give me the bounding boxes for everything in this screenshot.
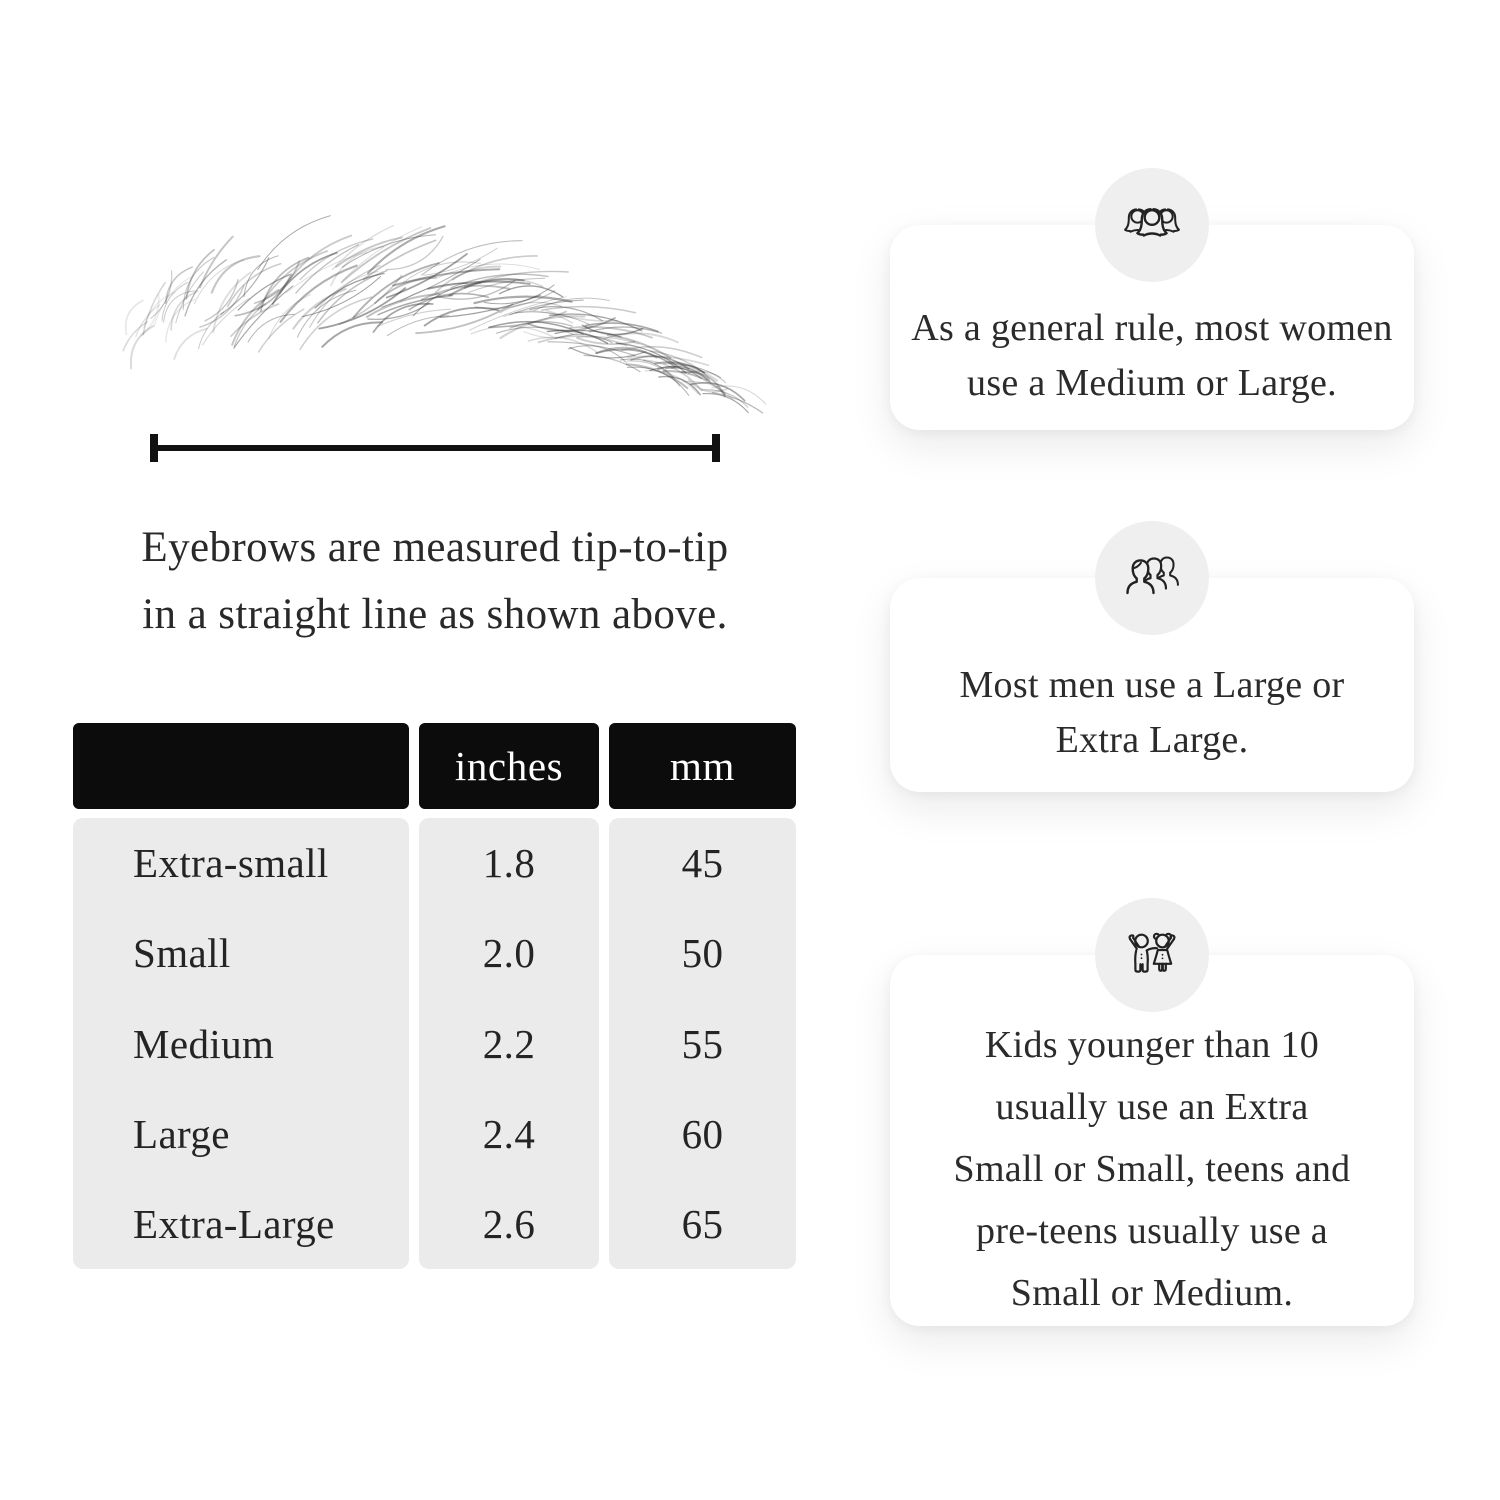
card-text-line: pre-teens usually use a: [976, 1209, 1328, 1252]
women-group-icon: [1095, 168, 1209, 282]
mm-value-cell: 50: [681, 930, 724, 977]
size-label-column: [73, 818, 409, 1269]
header-cell-mm: mm: [609, 723, 796, 809]
mm-value-cell: 55: [681, 1020, 724, 1067]
card-text-line: usually use an Extra: [995, 1085, 1309, 1128]
info-card-men: [890, 578, 1414, 792]
eyebrow-illustration: [112, 228, 744, 434]
size-label-cell: Extra-Large: [133, 1200, 335, 1247]
measurement-line: [146, 431, 724, 465]
inches-column: [419, 818, 599, 1269]
inches-value-cell: 2.0: [482, 930, 536, 977]
mm-value-cell: 60: [681, 1110, 724, 1157]
info-card-women: [890, 225, 1414, 430]
card-text-line: Small or Small, teens and: [953, 1147, 1351, 1190]
mm-value-cell: 65: [681, 1200, 724, 1247]
card-text-line: Kids younger than 10: [984, 1023, 1320, 1066]
inches-value-cell: 2.6: [482, 1200, 536, 1247]
men-group-icon: [1095, 521, 1209, 635]
size-label-cell: Small: [133, 930, 231, 977]
header-cell-size: [73, 723, 409, 809]
card-text-line: As a general rule, most women: [911, 306, 1393, 349]
size-table: [73, 723, 796, 1269]
kids-icon: [1095, 898, 1209, 1012]
card-text-line: Most men use a Large or: [959, 664, 1345, 706]
size-label-cell: Medium: [133, 1020, 275, 1067]
inches-value-cell: 2.4: [482, 1110, 536, 1157]
card-text-line: Small or Medium.: [1010, 1271, 1294, 1314]
mm-value-cell: 45: [681, 840, 724, 887]
info-card-kids: [890, 955, 1414, 1326]
size-label-cell: Large: [133, 1110, 230, 1157]
card-text-line: Extra Large.: [1055, 719, 1249, 761]
measurement-caption: [88, 514, 782, 648]
header-cell-inches: inches: [419, 723, 599, 809]
caption-line: Eyebrows are measured tip-to-tip: [141, 524, 729, 571]
size-label-cell: Extra-small: [133, 840, 329, 887]
inches-value-cell: 2.2: [482, 1020, 536, 1067]
mm-column: [609, 818, 796, 1269]
card-text-line: use a Medium or Large.: [967, 361, 1337, 404]
caption-line: in a straight line as shown above.: [142, 591, 728, 638]
inches-value-cell: 1.8: [482, 840, 536, 887]
